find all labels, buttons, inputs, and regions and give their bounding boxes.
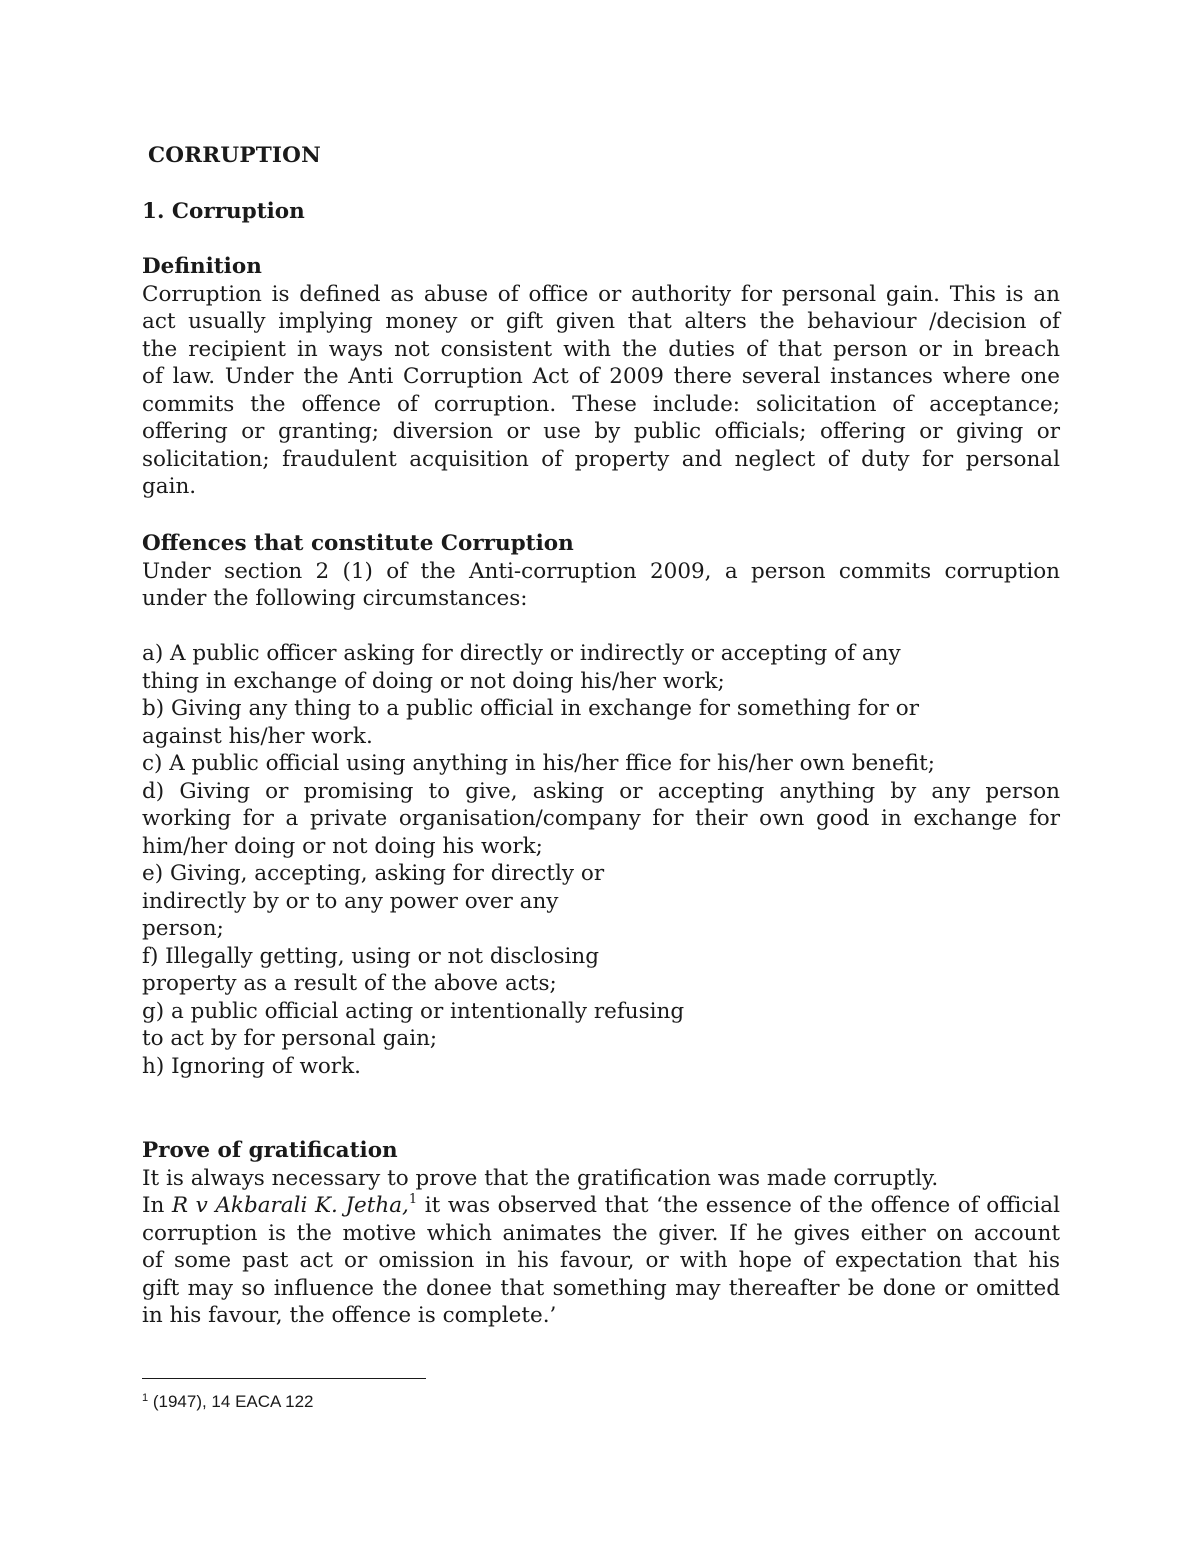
list-line: c) A public official using anything in his/her ffice for his/her own benefit;	[142, 751, 935, 776]
definition-section	[142, 253, 1060, 501]
list-line: indirectly by or to any power over any	[142, 888, 559, 914]
paragraph-line: offering or granting; diversion or use by public officials; offering or giving or	[142, 419, 1060, 444]
footnote-ref[interactable]: 1	[408, 1192, 418, 1207]
paragraph-line: gift may so influence the donee that something may thereafter be done or omitted	[142, 1275, 1060, 1301]
gratification-heading: Prove of gratification	[142, 1138, 398, 1163]
case-citation-line	[142, 1192, 1060, 1220]
footnote-text: (1947), 14 EACA 122	[148, 1392, 314, 1411]
offences-heading: Offences that constitute Corruption	[142, 531, 574, 556]
list-line: e) Giving, accepting, asking for directly or	[142, 861, 605, 886]
offences-list	[142, 640, 1060, 1080]
paragraph-line: solicitation; fraudulent acquisition of property and neglect of duty for personal	[142, 446, 1060, 472]
list-line: him/her doing or not doing his work;	[142, 833, 543, 859]
document-title: CORRUPTION	[148, 143, 321, 168]
paragraph-line: Corruption is defined as abuse of office or authority for personal gain. This is an	[142, 281, 1060, 307]
paragraph-line: the recipient in ways not consistent with the duties of that person or in breach	[142, 336, 1060, 362]
paragraph-line: It is always necessary to prove that the gratification was made corruptly.	[142, 1165, 939, 1191]
paragraph-line: of some past act or omission in his favour, or with hope of expectation that his	[142, 1248, 1060, 1273]
footnote-number: 1	[142, 1392, 149, 1404]
section-heading: 1. Corruption	[142, 199, 305, 224]
list-line: property as a result of the above acts;	[142, 971, 557, 996]
case-suffix: it was observed that ‘the essence of the offence of official	[417, 1193, 1060, 1218]
paragraph-line: of law. Under the Anti Corruption Act of 2009 there several instances where one	[142, 364, 1060, 389]
paragraph-line: in his favour, the offence is complete.’	[142, 1303, 557, 1328]
list-line: thing in exchange of doing or not doing his/her work;	[142, 668, 725, 694]
paragraph-line: corruption is the motive which animates the giver. If he gives either on account	[142, 1220, 1060, 1246]
gratification-section	[142, 1137, 1060, 1330]
list-line: h) Ignoring of work.	[142, 1053, 361, 1079]
case-prefix: In	[142, 1193, 172, 1218]
list-line: person;	[142, 916, 224, 941]
list-line: b) Giving any thing to a public official in exchange for something for or	[142, 696, 919, 721]
list-line: against his/her work.	[142, 723, 373, 749]
definition-paragraph	[142, 281, 1060, 501]
list-line: g) a public official acting or intentionally refusing	[142, 998, 685, 1024]
list-line: to act by for personal gain;	[142, 1026, 438, 1051]
footnote	[142, 1391, 314, 1413]
paragraph-line: commits the offence of corruption. These include: solicitation of acceptance;	[142, 391, 1060, 417]
list-line: d) Giving or promising to give, asking or accepting anything by any person	[142, 778, 1060, 804]
paragraph-line: Under section 2 (1) of the Anti-corruption 2009, a person commits corruption	[142, 558, 1060, 584]
paragraph-line: under the following circumstances:	[142, 586, 528, 611]
definition-heading: Definition	[142, 254, 262, 279]
paragraph-line: gain.	[142, 474, 197, 499]
offences-section	[142, 530, 1060, 613]
footnote-separator	[142, 1378, 426, 1379]
list-line: working for a private organisation/company for their own good in exchange for	[142, 806, 1060, 831]
case-name: R v Akbarali K. Jetha,	[171, 1193, 409, 1218]
list-line: a) A public officer asking for directly or indirectly or accepting of any	[142, 641, 901, 666]
offences-intro	[142, 558, 1060, 613]
paragraph-line: act usually implying money or gift given that alters the behaviour /decision of	[142, 309, 1060, 334]
list-line: f) Illegally getting, using or not disclosing	[142, 943, 599, 969]
